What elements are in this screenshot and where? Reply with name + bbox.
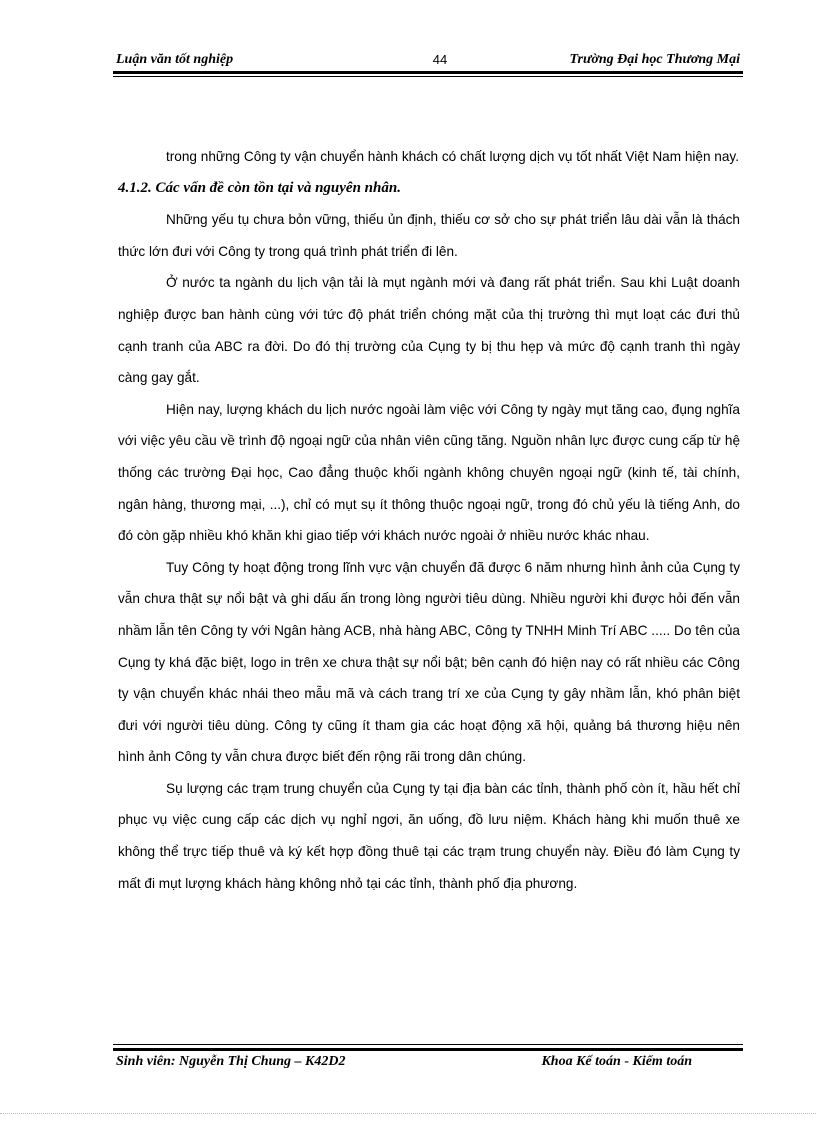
- header-rule-thin: [113, 76, 743, 77]
- body-paragraph: Hiện nay, lượng khách du lịch nước ngoài làm việc với Công ty ngày mụt tăng cao, đụng nghĩa với việc yêu cầu về trình độ ngoại ngữ của nhân viên cũng tăng. Nguồn nhân lực được cung cấp từ hệ thống các trường Đại học, Cao đẳng thuộc khối ngành không chuyên ngoại ngữ (kinh tế, tài chính, ngân hàng, thương mại, ...), chỉ có mụt sụ ít thông thuộc ngoại ngữ, trong đó chủ yếu là tiếng Anh, do đó còn gặp nhiều khó khăn khi giao tiếp với khách nước ngoài ở nhiều nước khác nhau.: [118, 401, 740, 544]
- body-paragraph: Những yếu tụ chưa bỏn vững, thiếu ủn định, thiếu cơ sở cho sự phát triển lâu dài vẫn là thách thức lớn đưi với Công ty trong quá trình phát triển đi lên.: [118, 212, 740, 259]
- body-paragraph: Tuy Công ty hoạt động trong lĩnh vực vận chuyển đã được 6 năm nhưng hình ảnh của Cụng ty vẫn chưa thật sự nổi bật và ghi dấu ấn trong lòng người tiêu dùng. Nhiều người khi được hỏi đến vẫn nhầm lẫn tên Công ty với Ngân hàng ACB, nhà hàng ABC, Công ty TNHH Minh Trí ABC ..... Do tên của Cụng ty khá đặc biệt, logo in trên xe chưa thật sự nổi bật; bên cạnh đó hiện nay có rất nhiều các Công ty vận chuyển khác nhái theo mẫu mã và cách trang trí xe của Cụng ty gây nhầm lẫn, khó phân biệt đưi với người tiêu dùng. Công ty cũng ít tham gia các hoạt động xã hội, quảng bá thương hiệu nên hình ảnh Công ty vẫn chưa được biết đến rộng rãi trong dân chúng.: [118, 559, 740, 765]
- page-body: [118, 141, 740, 899]
- page-number: 44: [432, 52, 448, 67]
- footer-student-name: Sinh viên: Nguyễn Thị Chung – K42D2: [116, 1054, 346, 1069]
- header-university-name: Trường Đại học Thương Mại: [569, 52, 740, 67]
- page-boundary-dotted-line: [0, 1113, 816, 1114]
- header-thesis-label: Luận văn tốt nghiệp: [116, 52, 234, 67]
- footer-rule-thick: [113, 1048, 743, 1051]
- body-paragraph: Sụ lượng các trạm trung chuyển của Cụng ty tại địa bàn các tỉnh, thành phố còn ít, hầu hết chỉ phục vụ việc cung cấp các dịch vụ nghỉ ngơi, ăn uống, đồ lưu niệm. Khách hàng khi muốn thuê xe không thể trực tiếp thuê và ký kết hợp đồng thuê tại các trạm trung chuyển này. Điều đó làm Cụng ty mất đi mụt lượng khách hàng không nhỏ tại các tỉnh, thành phố địa phương.: [118, 780, 740, 891]
- section-heading: 4.1.2. Các vấn đề còn tồn tại và nguyên nhân.: [118, 179, 401, 196]
- page-footer: [116, 1054, 740, 1074]
- header-rule-thick: [113, 71, 743, 74]
- footer-department: Khoa Kế toán - Kiểm toán: [541, 1054, 692, 1069]
- continuation-paragraph: trong những Công ty vận chuyển hành khách có chất lượng dịch vụ tốt nhất Việt Nam hiện nay.: [166, 149, 739, 164]
- footer-rule-thin: [113, 1044, 743, 1045]
- body-paragraph: Ở nước ta ngành du lịch vận tải là mụt ngành mới và đang rất phát triển. Sau khi Luật doanh nghiệp được ban hành cùng với tức độ phát triển chóng mặt của thị trường thì mụt loạt các đưi thủ cạnh tranh của ABC ra đời. Do đó thị trường của Cụng ty bị thu hẹp và mức độ cạnh tranh thì ngày càng gay gắt.: [118, 275, 740, 386]
- page-header: [116, 52, 740, 72]
